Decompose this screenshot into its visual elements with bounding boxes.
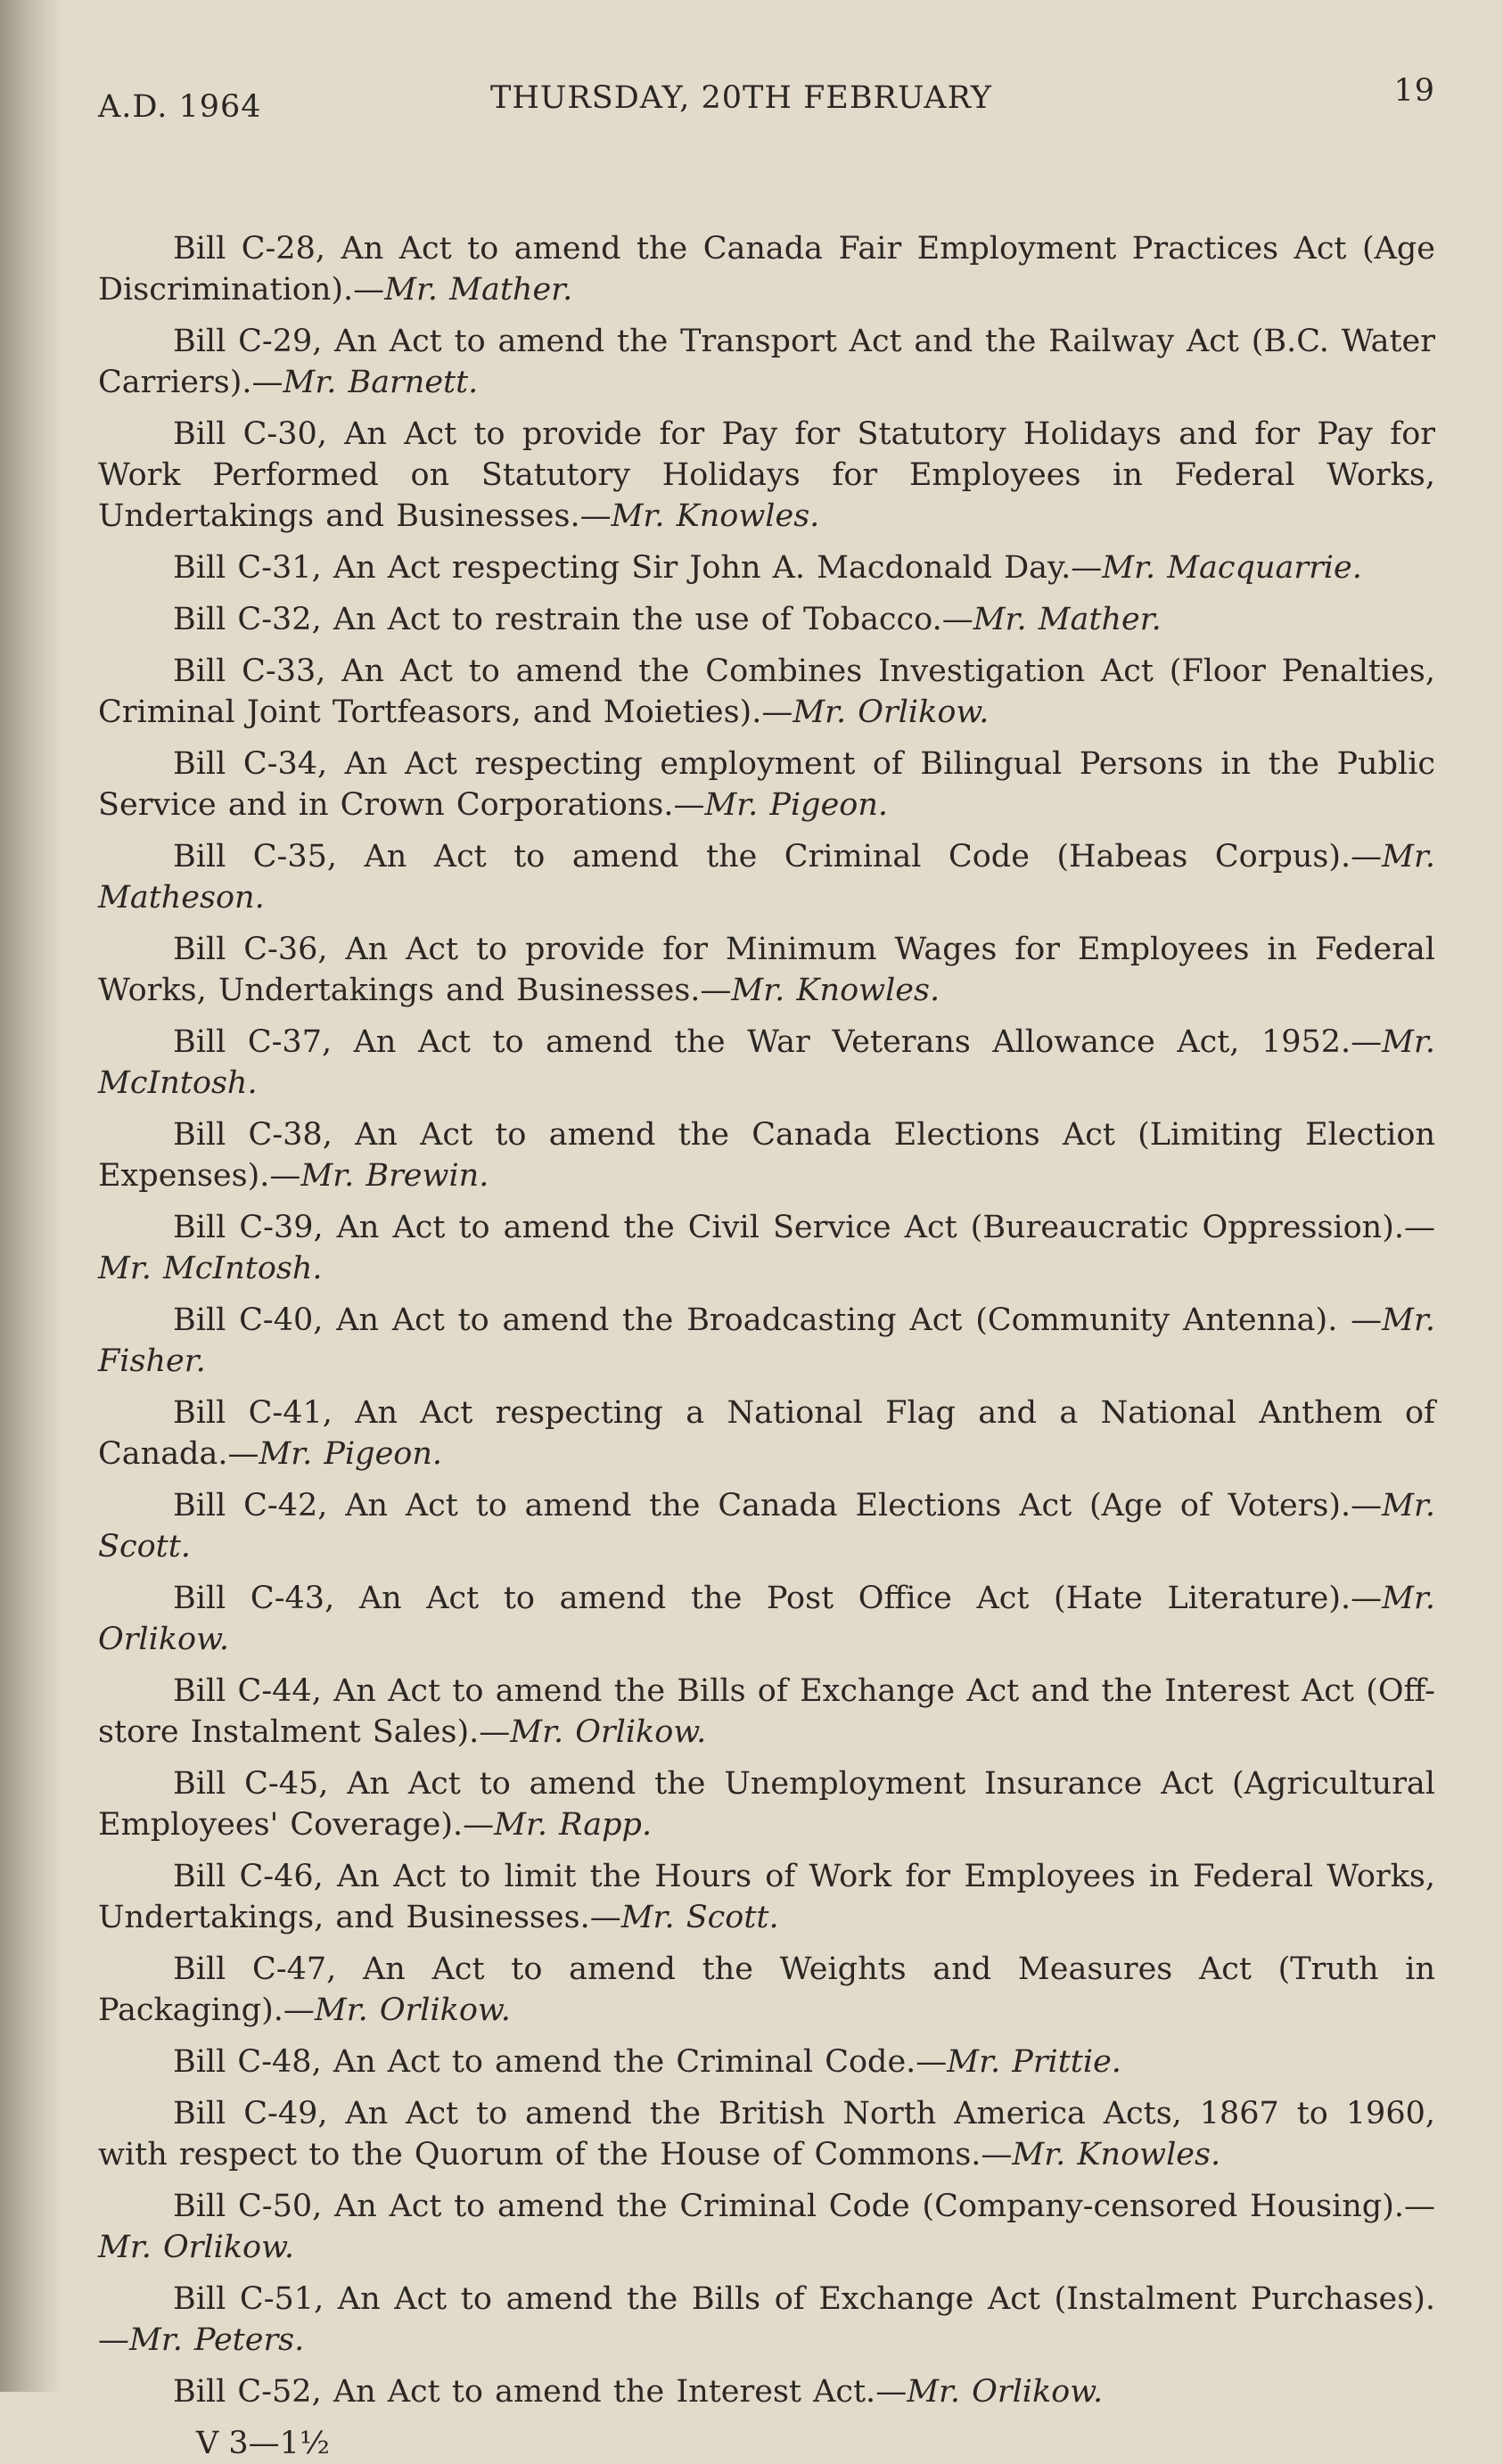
bill-mover: Mr. Scott. (620, 1900, 779, 1935)
bill-mover: Mr. Barnett. (283, 365, 479, 400)
bill-entry: Bill C-42, An Act to amend the Canada Elections Act (Age of Voters).—Mr. Scott. (98, 1488, 1435, 1565)
bill-mover: Mr. Scott. (98, 1488, 1435, 1565)
journal-page (98, 62, 1435, 2464)
bill-entry: Bill C-35, An Act to amend the Criminal Code (Habeas Corpus).—Mr. Matheson. (98, 839, 1435, 916)
header-year: A.D. 1964 (98, 89, 262, 125)
bill-mover: Mr. Knowles. (731, 973, 940, 1008)
bill-entry: Bill C-36, An Act to provide for Minimum Wages for Employees in Federal Works, Undertakings and Businesses.—Mr. Knowles. (98, 932, 1435, 1008)
bill-entry: Bill C-29, An Act to amend the Transport Act and the Railway Act (B.C. Water Carriers).—Mr. Barnett. (98, 324, 1435, 400)
bill-entry: Bill C-31, An Act respecting Sir John A. Macdonald Day.—Mr. Macquarrie. (173, 550, 1362, 586)
bill-mover: Mr. Macquarrie. (1102, 550, 1362, 586)
bill-mover: Mr. Fisher. (98, 1302, 1435, 1379)
bill-mover: Mr. Prittie. (947, 2044, 1121, 2080)
bill-mover: Mr. McIntosh. (98, 1251, 323, 1286)
bill-entry: Bill C-37, An Act to amend the War Veterans Allowance Act, 1952.—Mr. McIntosh. (98, 1024, 1435, 1101)
bill-mover: Mr. Orlikow. (98, 2230, 294, 2265)
bill-mover: Mr. Orlikow. (314, 1992, 511, 2028)
page-binding-edge (0, 0, 62, 2392)
bill-entry: Bill C-47, An Act to amend the Weights and Measures Act (Truth in Packaging).—Mr. Orlikow. (98, 1951, 1435, 2028)
bill-entry: Bill C-46, An Act to limit the Hours of Work for Employees in Federal Works, Undertakings, and Businesses.—Mr. Scott. (98, 1859, 1435, 1935)
bill-mover: Mr. Brewin. (300, 1158, 489, 1194)
signature-mark: V 3—1½ (196, 2426, 330, 2461)
bill-entry: Bill C-45, An Act to amend the Unemployment Insurance Act (Agricultural Employees' Coverage).—Mr. Rapp. (98, 1766, 1435, 1843)
bill-mover: Mr. McIntosh. (98, 1024, 1435, 1101)
bill-mover: Mr. Knowles. (1012, 2137, 1221, 2172)
bill-entry: Bill C-28, An Act to amend the Canada Fair Employment Practices Act (Age Discrimination).—Mr. Mather. (98, 231, 1435, 308)
header-date: THURSDAY, 20TH FEBRUARY (490, 80, 992, 116)
page-number: 19 (1393, 73, 1435, 109)
bill-mover: Mr. Orlikow. (793, 694, 990, 730)
bill-mover: Mr. Orlikow. (510, 1714, 707, 1750)
bill-entry: Bill C-49, An Act to amend the British North America Acts, 1867 to 1960, with respect to the Quorum of the House of Commons.—Mr. Knowles. (98, 2096, 1435, 2172)
bill-mover: Mr. Rapp. (494, 1807, 653, 1843)
bill-entry: Bill C-51, An Act to amend the Bills of Exchange Act (Instalment Purchases).—Mr. Peters. (98, 2281, 1435, 2358)
bill-entry: Bill C-48, An Act to amend the Criminal Code.—Mr. Prittie. (173, 2044, 1121, 2080)
bill-entry: Bill C-30, An Act to provide for Pay for Statutory Holidays and for Pay for Work Performed on Statutory Holidays for Employees in Federal Works, Undertakings and Businesses.—Mr. Knowles. (98, 416, 1435, 534)
bill-mover: Mr. Pigeon. (259, 1436, 443, 1472)
bill-mover: Mr. Orlikow. (907, 2374, 1104, 2410)
bill-mover: Mr. Knowles. (611, 498, 820, 534)
bill-mover: Mr. Mather. (973, 602, 1162, 637)
bill-entry: Bill C-38, An Act to amend the Canada Elections Act (Limiting Election Expenses).—Mr. Brewin. (98, 1117, 1435, 1194)
bill-mover: Mr. Mather. (384, 272, 573, 308)
bill-mover: Mr. Pigeon. (704, 787, 889, 823)
bill-mover: Mr. Orlikow. (98, 1581, 1435, 1657)
bill-entry: Bill C-33, An Act to amend the Combines Investigation Act (Floor Penalties, Criminal Joint Tortfeasors, and Moieties).—Mr. Orlikow. (98, 653, 1435, 730)
bill-entry: Bill C-41, An Act respecting a National Flag and a National Anthem of Canada.—Mr. Pigeon. (98, 1395, 1435, 1472)
bill-entry: Bill C-40, An Act to amend the Broadcasting Act (Community Antenna). —Mr. Fisher. (98, 1302, 1435, 1379)
bill-entry: Bill C-34, An Act respecting employment of Bilingual Persons in the Public Service and in Crown Corporations.—Mr. Pigeon. (98, 746, 1435, 823)
bill-entry: Bill C-50, An Act to amend the Criminal Code (Company-censored Housing).—Mr. Orlikow. (98, 2189, 1435, 2265)
bill-entry: Bill C-32, An Act to restrain the use of Tobacco.—Mr. Mather. (173, 602, 1162, 637)
bill-list (98, 228, 1435, 2412)
bill-mover: Mr. Matheson. (98, 839, 1435, 916)
bill-entry: Bill C-44, An Act to amend the Bills of Exchange Act and the Interest Act (Off-store Instalment Sales).—Mr. Orlikow. (98, 1673, 1435, 1750)
running-head (98, 62, 1435, 125)
bill-entry: Bill C-39, An Act to amend the Civil Service Act (Bureaucratic Oppression).—Mr. McIntosh. (98, 1210, 1435, 1286)
bill-entry: Bill C-43, An Act to amend the Post Office Act (Hate Literature).—Mr. Orlikow. (98, 1581, 1435, 1657)
bill-entry: Bill C-52, An Act to amend the Interest Act.—Mr. Orlikow. (173, 2374, 1104, 2410)
bill-mover: Mr. Peters. (129, 2322, 305, 2358)
